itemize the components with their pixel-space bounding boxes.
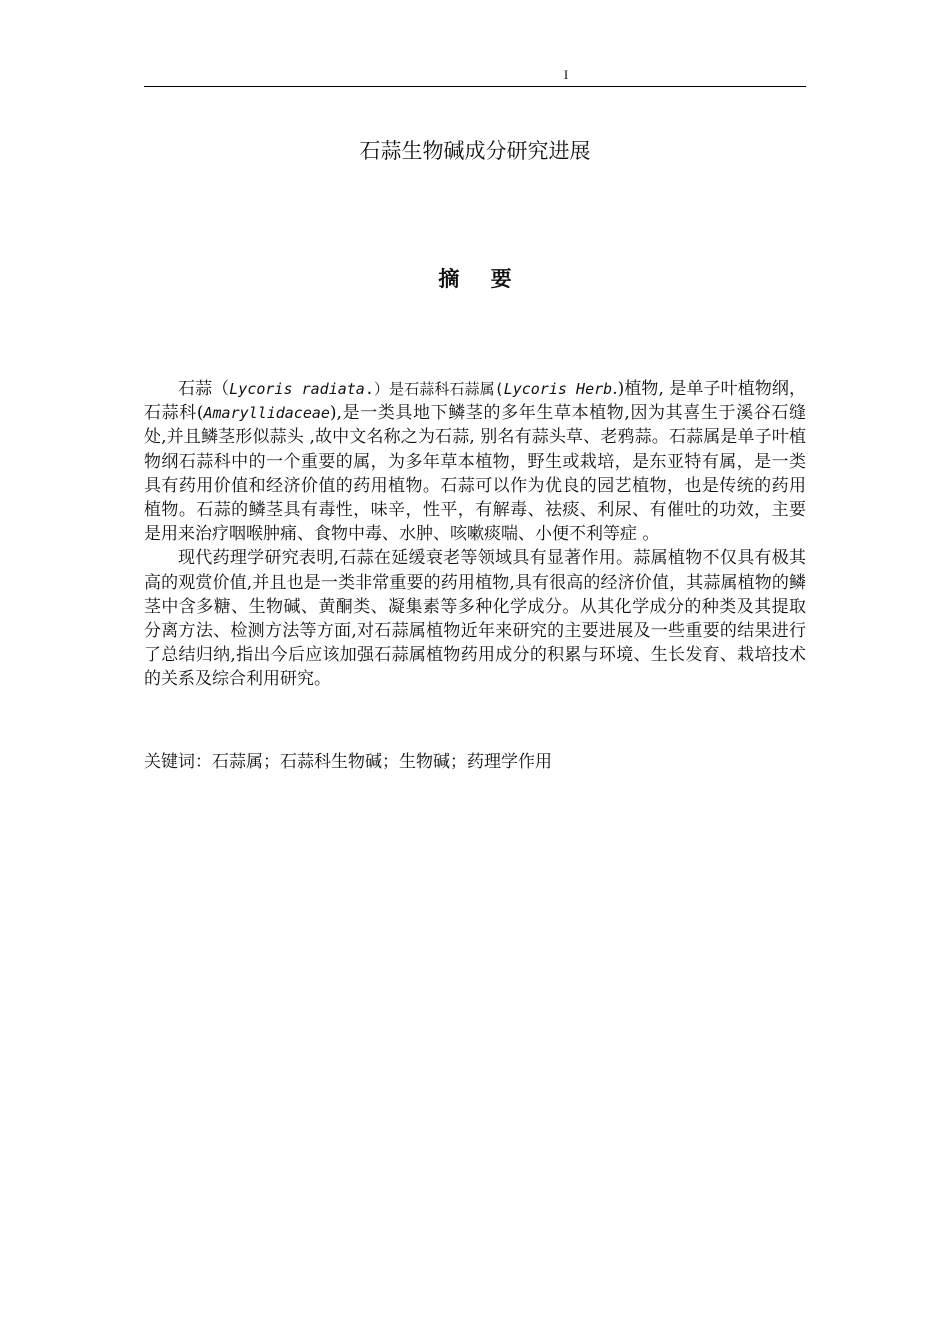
scientific-name-lycoris-herb: Lycoris Herb — [503, 380, 613, 398]
abstract-paragraph-2: 现代药理学研究表明,石蒜在延缓衰老等领域具有显著作用。蒜属植物不仅具有极其高的观赏价值,并且也是一类非常重要的药用植物,具有很高的经济价值，其蒜属植物的鳞茎中含多糖、生物碱、黄酮类、凝集素等多种化学成分。从其化学成分的种类及其提取分离方法、检测方法等方面,对石蒜属植物近年来研究的主要进展及一些重要的结果进行了总结归纳,指出今后应该加强石蒜属植物药用成分的积累与环境、生长发育、栽培技术的关系及综合利用研究。 — [144, 548, 806, 690]
keywords-line: 关键词：石蒜属；石蒜科生物碱；生物碱；药理学作用 — [144, 752, 552, 772]
abstract-p1-text-4: ),是一类具地下鳞茎的多年生草本植物,因为其喜生于溪谷石缝处,并且鳞茎形似蒜头 ,故中文名称之为石蒜, 别名有蒜头草、老鸦蒜。石蒜属是单子叶植物纲石蒜科中的一个重要的属，为多年草本植物，野生或栽培，是东亚特有属，是一类具有药用价值和经济价值的药用植物。石蒜可以作为优良的园艺植物，也是传统的药用植物。石蒜的鳞茎具有毒性，味辛，性平，有解毒、祛痰、利尿、有催吐的功效，主要是用来治疗咽喉肿痛、食物中毒、水肿、咳嗽痰喘、小便不利等症 。 — [144, 403, 806, 545]
abstract-body — [144, 377, 806, 692]
abstract-p1-text-3: .)植物, 是单子叶植物纲，石蒜科( — [144, 379, 807, 424]
document-title: 石蒜生物碱成分研究进展 — [359, 139, 591, 163]
abstract-paragraph-1 — [144, 377, 806, 546]
abstract-p1-text-1: 石蒜（ — [178, 379, 230, 399]
abstract-heading: 摘 要 — [438, 267, 524, 291]
page-number: I — [563, 67, 569, 82]
scientific-name-lycoris-radiata: Lycoris radiata — [229, 380, 365, 398]
header-rule — [144, 86, 806, 87]
scientific-name-amaryllidaceae: Amaryllidaceae — [203, 404, 330, 423]
abstract-p1-text-2: .）是石蒜科石蒜属( — [364, 380, 504, 398]
